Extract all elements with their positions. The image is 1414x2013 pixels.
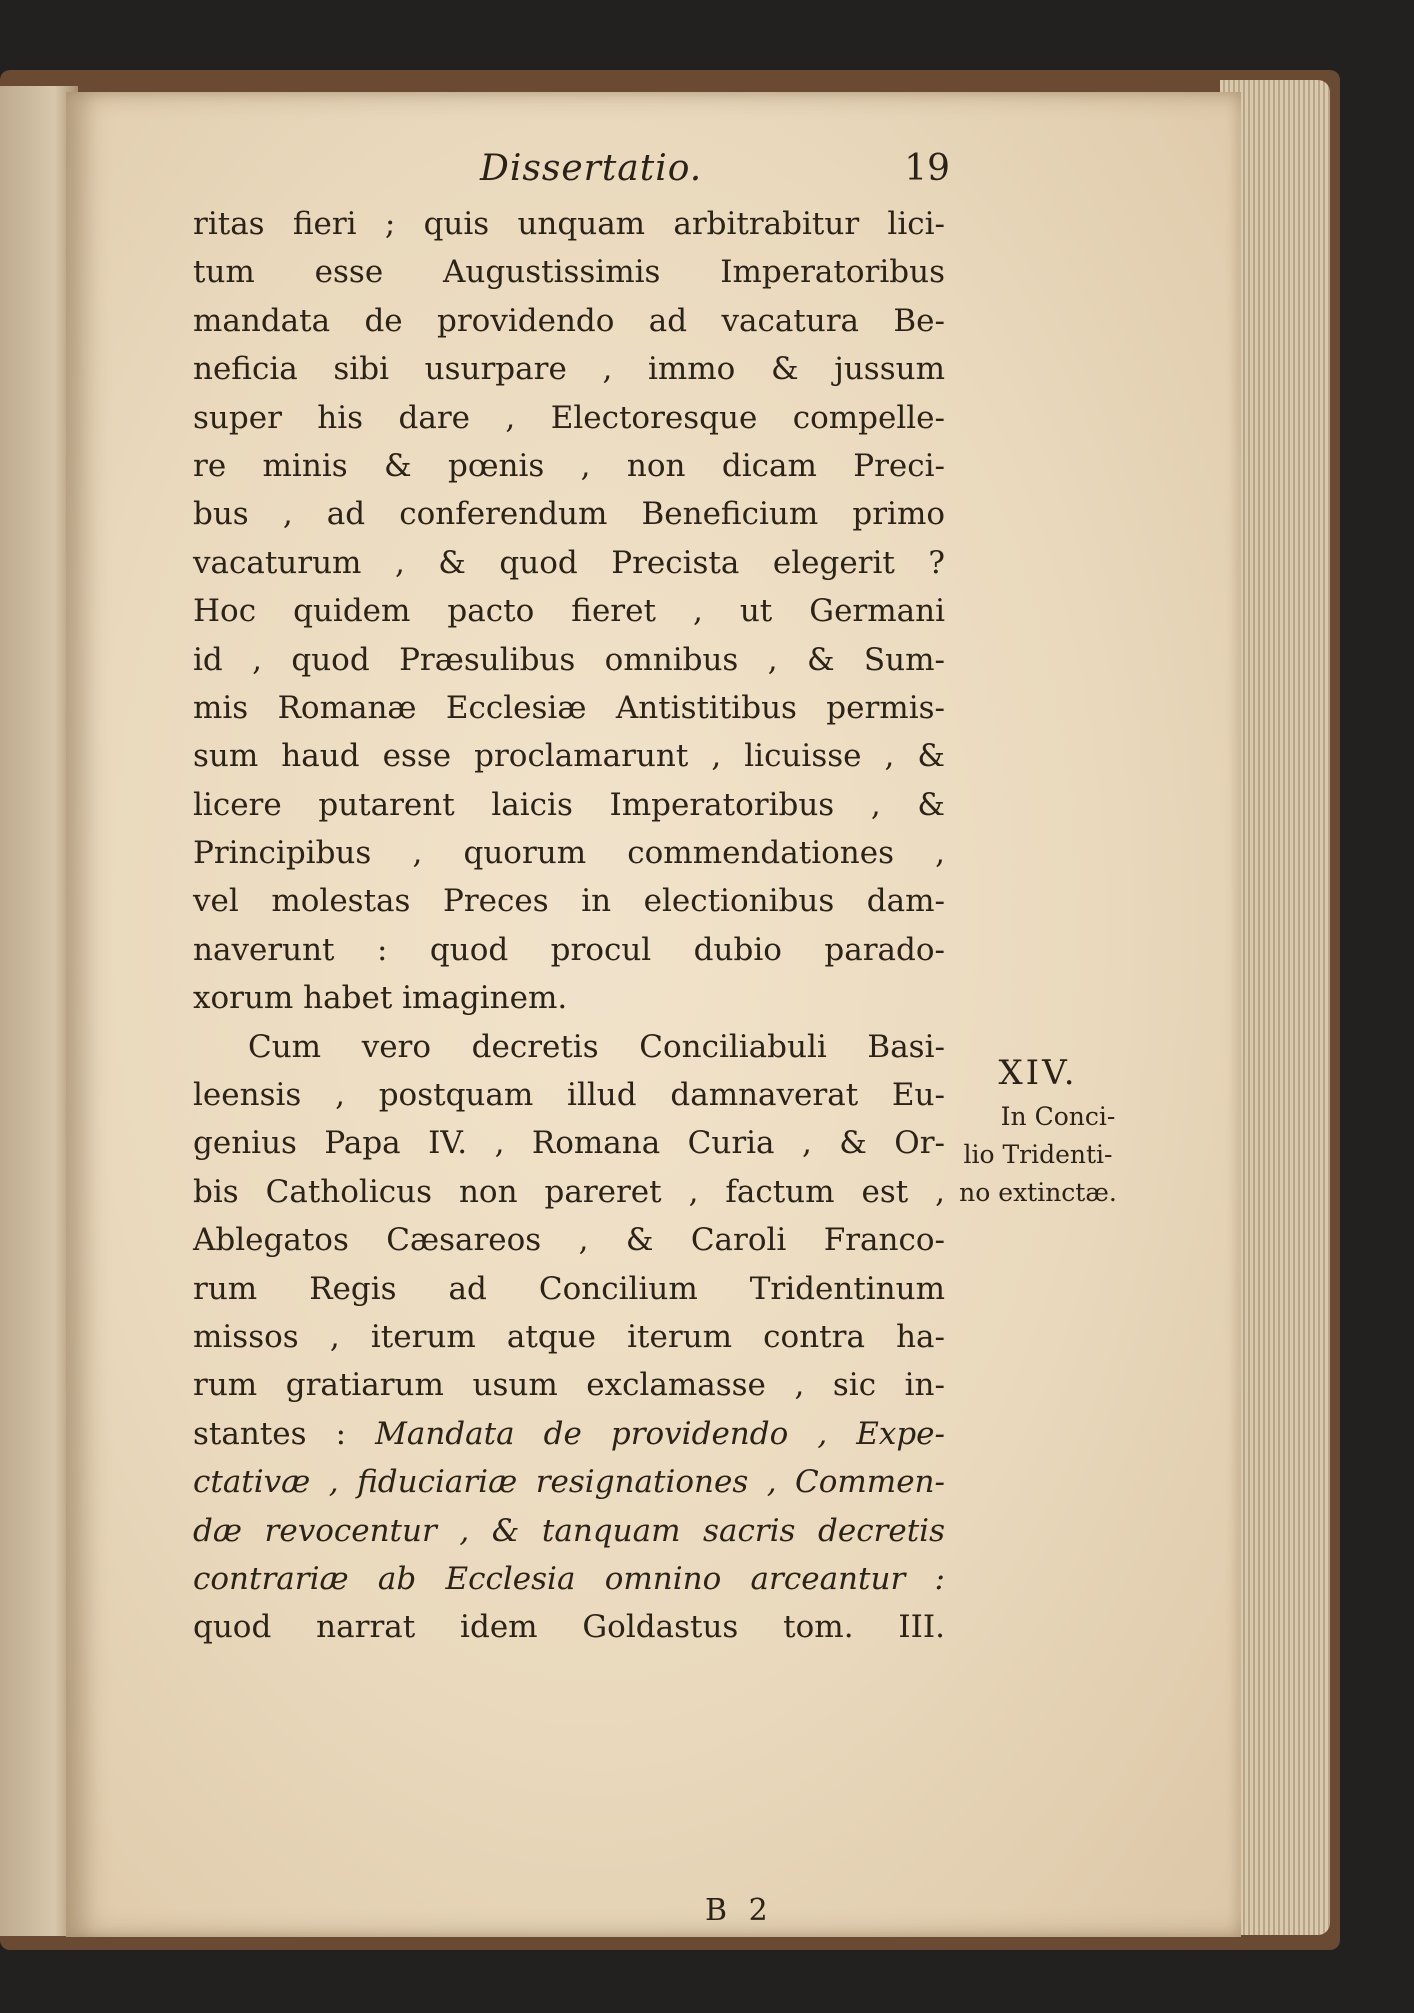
- marginal-line: In Conci-: [1000, 1102, 1116, 1131]
- text-line: vacaturum , & quod Precista elegerit ?: [193, 544, 945, 581]
- text-line: mis Romanæ Ecclesiæ Antistitibus permis-: [193, 689, 945, 726]
- text-line: id , quod Præsulibus omnibus , & Sum-: [193, 641, 945, 678]
- text-line: rum gratiarum usum exclamasse , sic in-: [193, 1367, 945, 1404]
- page-header: [480, 148, 950, 192]
- marginal-number: XIV.: [998, 1053, 1078, 1093]
- text-line: vel molestas Preces in electionibus dam-: [193, 883, 945, 920]
- running-title: Dissertatio.: [480, 148, 703, 189]
- text-line: dæ revocentur , & tanquam sacris decretis: [193, 1512, 945, 1549]
- text-line: re minis & pœnis , non dicam Preci-: [193, 447, 945, 484]
- text-line: genius Papa IV. , Romana Curia , & Or-: [193, 1125, 945, 1162]
- text-line: Hoc quidem pacto fieret , ut Germani: [193, 593, 945, 630]
- text-line: quod narrat idem Goldastus tom. III.: [193, 1609, 945, 1646]
- text-line: bus , ad conferendum Beneficium primo: [193, 496, 945, 533]
- text-line: ritas fieri ; quis unquam arbitrabitur lici-: [193, 206, 945, 242]
- text-line: naverunt : quod procul dubio parado-: [193, 931, 945, 968]
- text-line-mixed: [193, 1410, 945, 1458]
- text-line: missos , iterum atque iterum contra ha-: [193, 1318, 945, 1355]
- text-line: super his dare , Electoresque compelle-: [193, 399, 945, 436]
- text-line: licere putarent laicis Imperatoribus , &: [193, 786, 945, 823]
- signature-mark: B 2: [705, 1893, 774, 1928]
- text-line: sum haud esse proclamarunt , licuisse , &: [193, 738, 945, 775]
- text-line: Ablegatos Cæsareos , & Caroli Franco-: [193, 1222, 945, 1259]
- marginal-line: lio Tridenti-: [963, 1140, 1113, 1169]
- text-line: tum esse Augustissimis Imperatoribus: [193, 254, 945, 291]
- text-line: mandata de providendo ad vacatura Be-: [193, 302, 945, 339]
- marginal-line: no extinctæ.: [959, 1178, 1117, 1207]
- text-line: neficia sibi usurpare , immo & jussum: [193, 351, 945, 388]
- page-number: 19: [904, 148, 950, 189]
- text-line: Cum vero decretis Conciliabuli Basi-: [248, 1028, 945, 1065]
- text-line: xorum habet imaginem.: [193, 980, 568, 1017]
- text-segment: stantes :: [193, 1415, 347, 1452]
- marginal-note: [948, 1048, 1128, 1212]
- text-line: rum Regis ad Concilium Tridentinum: [193, 1270, 945, 1307]
- text-line: ctativæ , fiduciariæ resignationes , Commen-: [193, 1464, 945, 1501]
- text-line: leensis , postquam illud damnaverat Eu-: [193, 1077, 945, 1114]
- text-segment-italic: Mandata de providendo , Expe-: [375, 1415, 946, 1452]
- text-line: contrariæ ab Ecclesia omnino arceantur :: [193, 1560, 945, 1597]
- text-line: bis Catholicus non pareret , factum est ,: [193, 1173, 945, 1210]
- text-line: Principibus , quorum commendationes ,: [193, 835, 945, 872]
- body-text: [193, 200, 945, 1652]
